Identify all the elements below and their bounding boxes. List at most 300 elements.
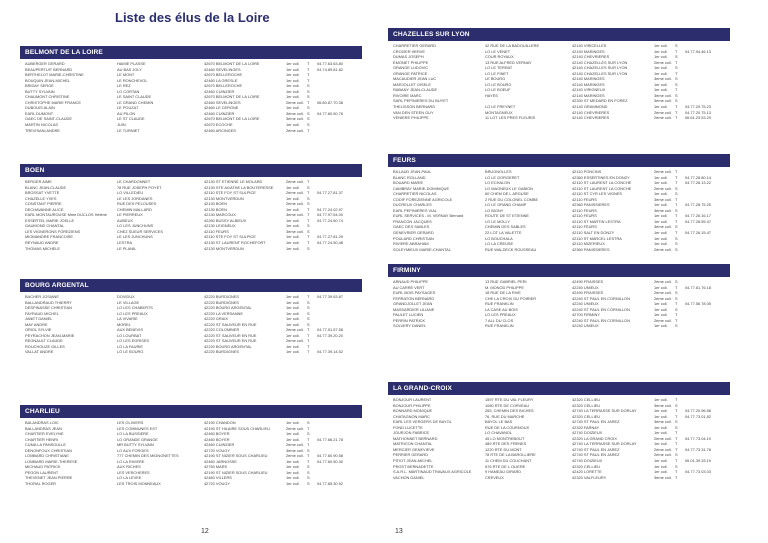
member-status: T bbox=[307, 190, 310, 196]
member-name: GRANDJOLLET JEAN bbox=[393, 301, 433, 307]
section-rows bbox=[20, 294, 362, 355]
member-phone: 04.77.56.78.05 bbox=[685, 301, 711, 307]
member-name: MAY ANDRE bbox=[25, 321, 48, 327]
table-row bbox=[20, 128, 362, 134]
member-name: RABANY JEAN-CLAUDE bbox=[393, 87, 438, 93]
member-city: 42130 MONTVERDUN bbox=[204, 195, 244, 201]
member-address: MR BUTTY SYLVAIN bbox=[117, 442, 154, 448]
member-college: 1er coll. bbox=[286, 83, 300, 89]
member-status: T bbox=[675, 115, 678, 121]
member-address: LESTRA bbox=[117, 240, 133, 246]
member-phone: 04.77.60.50.30 bbox=[317, 458, 343, 464]
member-college: 1er coll. bbox=[654, 301, 668, 307]
member-phone: 04.77.20.75.13 bbox=[685, 109, 711, 115]
member-city: 42140 CHEVRIERES bbox=[572, 54, 610, 60]
member-city: 42220 ST SAUVEUR EN RUE bbox=[204, 332, 257, 338]
member-college: 3ème coll. bbox=[654, 474, 672, 480]
member-college: 1er coll. bbox=[286, 66, 300, 72]
member-name: MATHONNET BERNARD bbox=[393, 435, 438, 441]
member-city: 42740 ST PAUL EN JAREZ bbox=[572, 452, 620, 458]
member-college: 1er coll. bbox=[286, 223, 300, 229]
member-status: T bbox=[307, 338, 310, 344]
member-name: VACHON DANIEL bbox=[393, 474, 425, 480]
member-college: 1er coll. bbox=[286, 464, 300, 470]
member-city: 42110 ST MARCEL LESTRA bbox=[572, 235, 622, 241]
member-name: EARL PEPINIERES VIAL bbox=[393, 207, 437, 213]
member-phone: 04.77.51.57.58 bbox=[317, 327, 343, 333]
member-college: 1er coll. bbox=[654, 284, 668, 290]
member-name: BONNARD MONIQUE bbox=[393, 408, 433, 414]
member-city: 42240 UNIEUX bbox=[572, 301, 599, 307]
member-name: BACHER JOSIANE bbox=[25, 294, 59, 299]
member-college: 1er coll. bbox=[286, 122, 300, 128]
member-phone: 04.77.26.15.47 bbox=[685, 230, 711, 236]
member-address: 1080 RTE DE CORVEAU bbox=[485, 402, 530, 408]
member-address: AU PILON bbox=[117, 110, 136, 116]
member-city: 42360 PANISSIERES bbox=[572, 202, 610, 208]
member-name: TREVISANI ANDRE bbox=[25, 127, 61, 133]
member-city: 42110 ST LAURENT LA CONCHE bbox=[572, 185, 632, 191]
member-name: FOND LUCETTE bbox=[393, 424, 423, 430]
member-city: 42110 FEURS bbox=[572, 224, 597, 230]
member-college: 1er coll. bbox=[654, 241, 668, 247]
member-college: 1er coll. bbox=[654, 191, 668, 197]
member-city: 42130 BOEN bbox=[204, 201, 227, 207]
member-college: 3ème coll. bbox=[654, 76, 672, 82]
member-name: JOURJON FABRICE bbox=[393, 430, 430, 436]
member-status: S bbox=[675, 81, 678, 87]
member-college: 1er coll. bbox=[286, 206, 300, 212]
section-chazelles-sur-lyon bbox=[388, 28, 730, 121]
member-status: S bbox=[675, 424, 678, 430]
member-address: LO LA FAURIE bbox=[117, 343, 143, 349]
member-college: 1er coll. bbox=[654, 430, 668, 436]
member-name: CONSTANT PIERRE bbox=[25, 201, 62, 207]
member-city: 42460 CUINZIER bbox=[204, 88, 235, 94]
member-status: T bbox=[307, 453, 310, 459]
member-name: S.A.R.L. MARTINAUD TRAVAUX AGRICOLE bbox=[393, 469, 472, 475]
member-college: 2ème coll. bbox=[654, 59, 672, 65]
member-status: S bbox=[307, 420, 310, 425]
member-name: FERRATON BERNARD bbox=[393, 295, 435, 301]
member-status: T bbox=[307, 61, 310, 66]
member-city: 42420 LORETTE bbox=[572, 469, 602, 475]
member-status: S bbox=[307, 245, 310, 251]
member-address: LES OLIVIERS bbox=[117, 420, 144, 425]
member-status: T bbox=[675, 284, 678, 290]
member-name: CHARTIER EVELYNE bbox=[25, 431, 64, 437]
member-status: T bbox=[675, 218, 678, 224]
member-name: FRANCON JACQUES bbox=[393, 218, 432, 224]
member-city: 42110 STE FOY ST SULPICE bbox=[204, 190, 256, 196]
member-city: 42740 ST PAUL EN JAREZ bbox=[572, 419, 620, 425]
member-phone: 04.77.94.46.13 bbox=[685, 48, 711, 54]
member-status: T bbox=[675, 202, 678, 208]
member-name: EURL BOIS PAYSAGES bbox=[393, 290, 436, 296]
member-phone: 04.77.20.75.23 bbox=[685, 104, 711, 110]
member-address: 7 ALL DU CLOS bbox=[485, 317, 514, 323]
member-college: 1er coll. bbox=[654, 458, 668, 464]
table-row bbox=[20, 349, 362, 355]
member-city: 42460 JARNOSSE bbox=[204, 458, 237, 464]
member-address: LO LE BOURG bbox=[117, 349, 144, 355]
member-address: BRUGNOLLES bbox=[485, 169, 512, 174]
member-college: 2ème coll. bbox=[286, 201, 304, 207]
member-city: 42460 BOYER bbox=[204, 436, 230, 442]
member-college: 2ème coll. bbox=[654, 246, 672, 252]
member-city: 42190 CHANDON bbox=[204, 420, 236, 425]
member-status: S bbox=[307, 469, 310, 475]
member-address: LO VILLEDIEU bbox=[117, 190, 144, 196]
member-status: T bbox=[307, 240, 310, 246]
section-feurs bbox=[388, 154, 730, 252]
member-city: 42240 UNIEUX bbox=[572, 323, 599, 329]
section-title: CHAZELLES SUR LYON bbox=[388, 28, 730, 41]
member-city: 42130 MONTVERDUN bbox=[204, 245, 244, 251]
member-college: 1er coll. bbox=[286, 469, 300, 475]
member-name: CAMBRAY MARIE-DOMINIQUE bbox=[393, 185, 450, 191]
member-status: T bbox=[675, 48, 678, 54]
section-belmont bbox=[20, 46, 362, 133]
member-name: GRANGE PATRICE bbox=[393, 70, 428, 76]
member-status: S bbox=[307, 475, 310, 481]
member-status: S bbox=[307, 94, 310, 100]
member-college: 1er coll. bbox=[286, 234, 300, 240]
member-city: 42320 CELLIEU bbox=[572, 413, 601, 419]
member-status: S bbox=[675, 241, 678, 247]
member-name: GAEC DES SABLES bbox=[393, 224, 430, 230]
member-address: LO LE FINET bbox=[485, 70, 509, 76]
member-city: 42140 MARINGES bbox=[572, 48, 605, 54]
member-address: LE PIERREUX bbox=[117, 212, 143, 218]
member-name: CHRISTOPHE MARIE FRANCE bbox=[25, 99, 81, 105]
member-name: PEGON LAURENT bbox=[25, 469, 59, 475]
member-status: S bbox=[675, 76, 678, 82]
member-status: T bbox=[675, 180, 678, 186]
member-city: 42750 MARS bbox=[204, 464, 228, 470]
member-college: 3ème coll. bbox=[654, 196, 672, 202]
member-address: RUE FRANKLIN bbox=[485, 301, 514, 307]
member-college: 2ème coll. bbox=[654, 452, 672, 458]
member-address: 1220 RTE DU MONT bbox=[485, 446, 522, 452]
member-address: 576 RTE DE L OLIERE bbox=[485, 463, 526, 469]
member-status: S bbox=[307, 83, 310, 89]
member-address: LO LA LEVEE bbox=[117, 475, 142, 481]
member-status: S bbox=[675, 185, 678, 191]
member-address: LE MONT bbox=[117, 72, 135, 78]
member-phone: 06.01.39.33.19 bbox=[685, 458, 711, 464]
member-address: LE ST CLAUDE bbox=[117, 116, 145, 122]
member-phone: 04.77.65.30.92 bbox=[317, 481, 343, 487]
member-city: 42740 LA TERRASSE SUR DORLAY bbox=[572, 441, 637, 447]
member-name: GAEC DE SAINT-CLAUDE bbox=[25, 116, 72, 122]
member-city: 42220 BURDIGNES bbox=[204, 299, 240, 305]
member-college: 1er coll. bbox=[286, 431, 300, 437]
member-city: 42140 CHEVRIERES bbox=[572, 109, 610, 115]
member-college: 2ème coll. bbox=[286, 190, 304, 196]
section-rows bbox=[388, 169, 730, 252]
member-phone: 04.77.20.96.56 bbox=[685, 408, 711, 414]
section-title: FIRMINY bbox=[388, 264, 730, 277]
member-college: 1er coll. bbox=[286, 349, 300, 355]
member-address: 777 CHEMIN DES MIGNONETTES bbox=[117, 453, 179, 459]
member-city: 42140 MARINGES bbox=[572, 76, 605, 82]
member-name: MIOMANDRE FRANCOISE bbox=[25, 234, 73, 240]
member-address: LO LES JUNCHUNS bbox=[117, 223, 154, 229]
member-city: 42360 ESSERTINES EN DONZY bbox=[572, 174, 630, 180]
table-row bbox=[388, 323, 730, 329]
member-address: LE LES JORDANES bbox=[117, 195, 153, 201]
member-city: 42110 FEURS bbox=[572, 213, 597, 219]
member-name: PITIOT JEAN-MICHEL bbox=[393, 458, 433, 464]
member-status: T bbox=[307, 234, 310, 240]
member-college: 1er coll. bbox=[654, 424, 668, 430]
member-name: GRANGE LUDOVIC bbox=[393, 65, 429, 71]
member-city: 42110 ST MARTIN LESTRA bbox=[572, 218, 621, 224]
member-status: S bbox=[675, 191, 678, 197]
member-city: 42260 BUSSY ALBIEUX bbox=[204, 217, 247, 223]
member-city: 42320 LA GRAND CROIX bbox=[572, 435, 617, 441]
member-status: T bbox=[675, 109, 678, 115]
member-status: T bbox=[675, 458, 678, 464]
member-college: 1er coll. bbox=[286, 436, 300, 442]
member-status: T bbox=[675, 301, 678, 307]
member-college: 1er coll. bbox=[286, 481, 300, 487]
member-city: 42740 DOIZIEUX bbox=[572, 430, 603, 436]
member-status: S bbox=[307, 195, 310, 201]
member-status: T bbox=[307, 327, 310, 333]
member-college: 2ème coll. bbox=[654, 185, 672, 191]
member-college: 1er coll. bbox=[286, 332, 300, 338]
member-phone: 04.77.24.02.97 bbox=[317, 206, 343, 212]
member-status: S bbox=[675, 402, 678, 408]
section-title: FEURS bbox=[388, 154, 730, 167]
member-college: 1er coll. bbox=[286, 195, 300, 201]
member-city: 42140 CHEVRIERES bbox=[572, 115, 610, 121]
member-city: 42670 BELMONT DE LA LOIRE bbox=[204, 94, 260, 100]
member-address: LO LES PREAUX bbox=[485, 312, 516, 318]
member-phone: 04.77.39.14.52 bbox=[317, 349, 343, 355]
member-address: AUX BENEVIS bbox=[117, 327, 143, 333]
member-name: LES VIGNERONS FOREZIENS bbox=[25, 228, 81, 234]
member-city: 42320 CELLIEU bbox=[572, 463, 601, 469]
member-college: 1er coll. bbox=[654, 43, 668, 48]
member-college: 1er coll. bbox=[654, 54, 668, 60]
member-phone: 04.74.89.81.82 bbox=[317, 66, 343, 72]
member-college: 2ème coll. bbox=[654, 169, 672, 174]
member-phone: 04.77.24.50.48 bbox=[317, 240, 343, 246]
member-name: DUCREUX CHARLES bbox=[393, 202, 432, 208]
section-rows bbox=[20, 420, 362, 487]
member-address: LO LE BOEUF bbox=[485, 87, 511, 93]
member-college: 2ème coll. bbox=[286, 127, 304, 133]
member-city: 42460 SEVELINGES bbox=[204, 99, 241, 105]
member-name: THELISSON BERNARD bbox=[393, 104, 436, 110]
member-phone: 04.77.27.81.37 bbox=[317, 190, 343, 196]
member-college: 1er coll. bbox=[286, 299, 300, 305]
member-name: EMONET PHILIPPE bbox=[393, 59, 429, 65]
member-address: BAYOL LE BAS bbox=[485, 419, 513, 425]
section-title: CHARLIEU bbox=[20, 405, 362, 418]
member-phone: 04.77.73.04.19 bbox=[685, 435, 711, 441]
member-city: 42240 ST PAUL EN CORNILLON bbox=[572, 317, 630, 323]
member-city: 42140 MARINGES bbox=[572, 81, 605, 87]
member-college: 1er coll. bbox=[654, 235, 668, 241]
member-city: 42320 CELLIEU bbox=[572, 397, 601, 402]
member-city: 42720 VOUGY bbox=[204, 481, 230, 487]
member-city: 42460 BOYER bbox=[204, 431, 230, 437]
member-phone: 04.77.28.55.47 bbox=[685, 218, 711, 224]
member-college: 2ème coll. bbox=[286, 338, 304, 344]
member-name: POULARD CHRISTIAN bbox=[393, 235, 434, 241]
member-status: T bbox=[307, 72, 310, 78]
member-status: S bbox=[675, 65, 678, 71]
member-name: BONJOUR PHILIPPE bbox=[393, 402, 431, 408]
member-city: 42240 ST PAUL EN CORNILLON bbox=[572, 295, 630, 301]
table-row bbox=[20, 481, 362, 487]
member-status: T bbox=[675, 474, 678, 480]
table-row bbox=[388, 475, 730, 481]
member-address: LE TURNIET bbox=[117, 127, 140, 133]
member-college: 3ème coll. bbox=[286, 447, 304, 453]
member-name: ORIOL SYLVIE bbox=[25, 327, 52, 333]
member-phone: 04.77.28.75.25 bbox=[685, 202, 711, 208]
member-city: 42110 ST LAURENT LA CONCHE bbox=[572, 180, 632, 186]
member-phone: 04.77.97.54.00 bbox=[317, 212, 343, 218]
member-address: LO BOUCHALA bbox=[485, 235, 513, 241]
member-college: 2ème coll. bbox=[654, 279, 672, 284]
member-name: PROST BERNADETTE bbox=[393, 463, 434, 469]
member-name: CHAZELLE YVES bbox=[25, 195, 57, 201]
member-name: ESSERTEL MARIE JOELLE bbox=[25, 217, 75, 223]
member-city: 42110 STE FOY ST SULPICE bbox=[204, 234, 256, 240]
member-name: DENONFOUX CHRISTIAN bbox=[25, 447, 72, 453]
member-status: S bbox=[307, 116, 310, 122]
member-college: 1er coll. bbox=[654, 230, 668, 236]
member-college: 3ème coll. bbox=[654, 224, 672, 230]
member-address: LO LE MOLLY bbox=[485, 218, 511, 224]
member-city: 42110 MIZERIEUX bbox=[572, 241, 605, 247]
member-status: S bbox=[307, 184, 310, 190]
member-city: 42110 FEURS bbox=[572, 207, 597, 213]
member-city: 42110 SALT EN DONZY bbox=[572, 230, 615, 236]
member-college: 2ème coll. bbox=[654, 109, 672, 115]
member-address: LO ECHALON bbox=[485, 180, 511, 186]
section-title: BELMONT DE LA LOIRE bbox=[20, 46, 362, 59]
member-phone: 04.77.73.03.03 bbox=[685, 469, 711, 475]
member-name: VALLAT ANDRE bbox=[25, 349, 54, 355]
member-city: 42460 LA GRESLE bbox=[204, 77, 238, 83]
member-college: 3ème coll. bbox=[654, 207, 672, 213]
member-status: S bbox=[307, 481, 310, 487]
member-address: LO LES CHABERTS bbox=[117, 305, 153, 311]
member-college: 1er coll. bbox=[654, 174, 668, 180]
member-status: T bbox=[675, 87, 678, 93]
member-name: THORAL ROGER bbox=[25, 481, 56, 487]
member-status: S bbox=[307, 122, 310, 128]
member-city: 42110 FEURS bbox=[204, 228, 229, 234]
member-address: CHEMIN MALLARD bbox=[117, 206, 152, 212]
member-college: 3ème coll. bbox=[286, 212, 304, 218]
member-name: MACAUDIER JEAN LUC bbox=[393, 76, 437, 82]
section-la-grand-croix bbox=[388, 382, 730, 480]
member-status: S bbox=[675, 279, 678, 284]
member-college: 1er coll. bbox=[286, 61, 300, 66]
member-college: 2ème coll. bbox=[654, 295, 672, 301]
member-college: 1er coll. bbox=[654, 463, 668, 469]
page-number: 13 bbox=[395, 528, 403, 535]
member-city: 42130 ST LAURENT ROCHEFORT bbox=[204, 240, 266, 246]
member-status: S bbox=[675, 306, 678, 312]
member-address: 11 LOT LES PRES FLEURIS bbox=[485, 115, 536, 121]
member-name: DESPINASSE CHRISTIAN bbox=[25, 305, 72, 311]
member-status: T bbox=[307, 349, 310, 355]
member-college: 3ème coll. bbox=[286, 116, 304, 122]
member-status: S bbox=[675, 452, 678, 458]
member-college: 1er coll. bbox=[654, 180, 668, 186]
member-college: 3ème coll. bbox=[654, 419, 672, 425]
member-college: 1er coll. bbox=[286, 217, 300, 223]
member-address: ROUTE DE ST ETIENNE bbox=[485, 213, 530, 219]
member-college: 2ème coll. bbox=[654, 290, 672, 296]
member-name: BOUQUIN JEAN-MICHEL bbox=[25, 77, 71, 83]
member-status: T bbox=[675, 59, 678, 65]
member-status: T bbox=[307, 206, 310, 212]
member-status: S bbox=[307, 105, 310, 111]
section-rows bbox=[388, 397, 730, 480]
member-address: LES TROIS MONNEAUX bbox=[117, 481, 161, 487]
member-name: BERGER AIME bbox=[25, 179, 52, 184]
member-city: 42140 CHAZELLES SUR LYON bbox=[572, 59, 628, 65]
section-title: BOURG ARGENTAL bbox=[20, 279, 362, 292]
member-address: LO BIGNY bbox=[485, 207, 504, 213]
member-phone: 04.77.24.60.74 bbox=[317, 217, 343, 223]
member-name: SOLEYMIEUX MARIE-CHANTAL bbox=[393, 246, 451, 252]
member-name: CHARRETIER NICOLAS bbox=[393, 191, 437, 197]
member-college: 1er coll. bbox=[286, 72, 300, 78]
member-status: S bbox=[307, 299, 310, 305]
member-college: 1er coll. bbox=[654, 81, 668, 87]
member-college: 1er coll. bbox=[286, 321, 300, 327]
member-name: BALLANDRAS JEAN bbox=[25, 425, 62, 431]
member-name: AUBERGER GERARD bbox=[25, 61, 65, 66]
section-bourg-argental bbox=[20, 279, 362, 355]
member-status: S bbox=[675, 92, 678, 98]
member-college: 1er coll. bbox=[654, 408, 668, 414]
member-city: 42740 LA TERRASSE SUR DORLAY bbox=[572, 408, 637, 414]
member-name: EARL MONTAUROUSE Mme DUCLOS Hélène bbox=[25, 212, 107, 218]
member-status: S bbox=[675, 98, 678, 104]
member-name: SARL PEPINIERES DU BUYET bbox=[393, 98, 449, 104]
member-college: 1er coll. bbox=[286, 316, 300, 322]
member-status: T bbox=[307, 212, 310, 218]
member-address: LO LES EGRISES bbox=[117, 338, 150, 344]
member-address: LE CHARDONNET bbox=[117, 179, 151, 184]
member-city: 42130 BOEN bbox=[204, 206, 227, 212]
member-status: T bbox=[307, 99, 310, 105]
member-address: LE VILLAGE bbox=[117, 299, 140, 305]
member-name: MASSARDIER LILIANE bbox=[393, 306, 435, 312]
member-city: 42460 SEVELINGES bbox=[204, 66, 241, 72]
member-phone: 04.77.60.50.78 bbox=[317, 110, 343, 116]
member-address: LO CORTAN bbox=[117, 88, 140, 94]
member-status: T bbox=[675, 312, 678, 318]
member-name: CROZIER HERVE bbox=[393, 48, 425, 54]
member-city: 42490 FRAISSES bbox=[572, 290, 604, 296]
member-phone: 04.77.28.80.14 bbox=[685, 174, 711, 180]
member-address: LO LA CREUSE bbox=[485, 241, 514, 247]
member-name: MARJOLLET GISELE bbox=[393, 81, 431, 87]
